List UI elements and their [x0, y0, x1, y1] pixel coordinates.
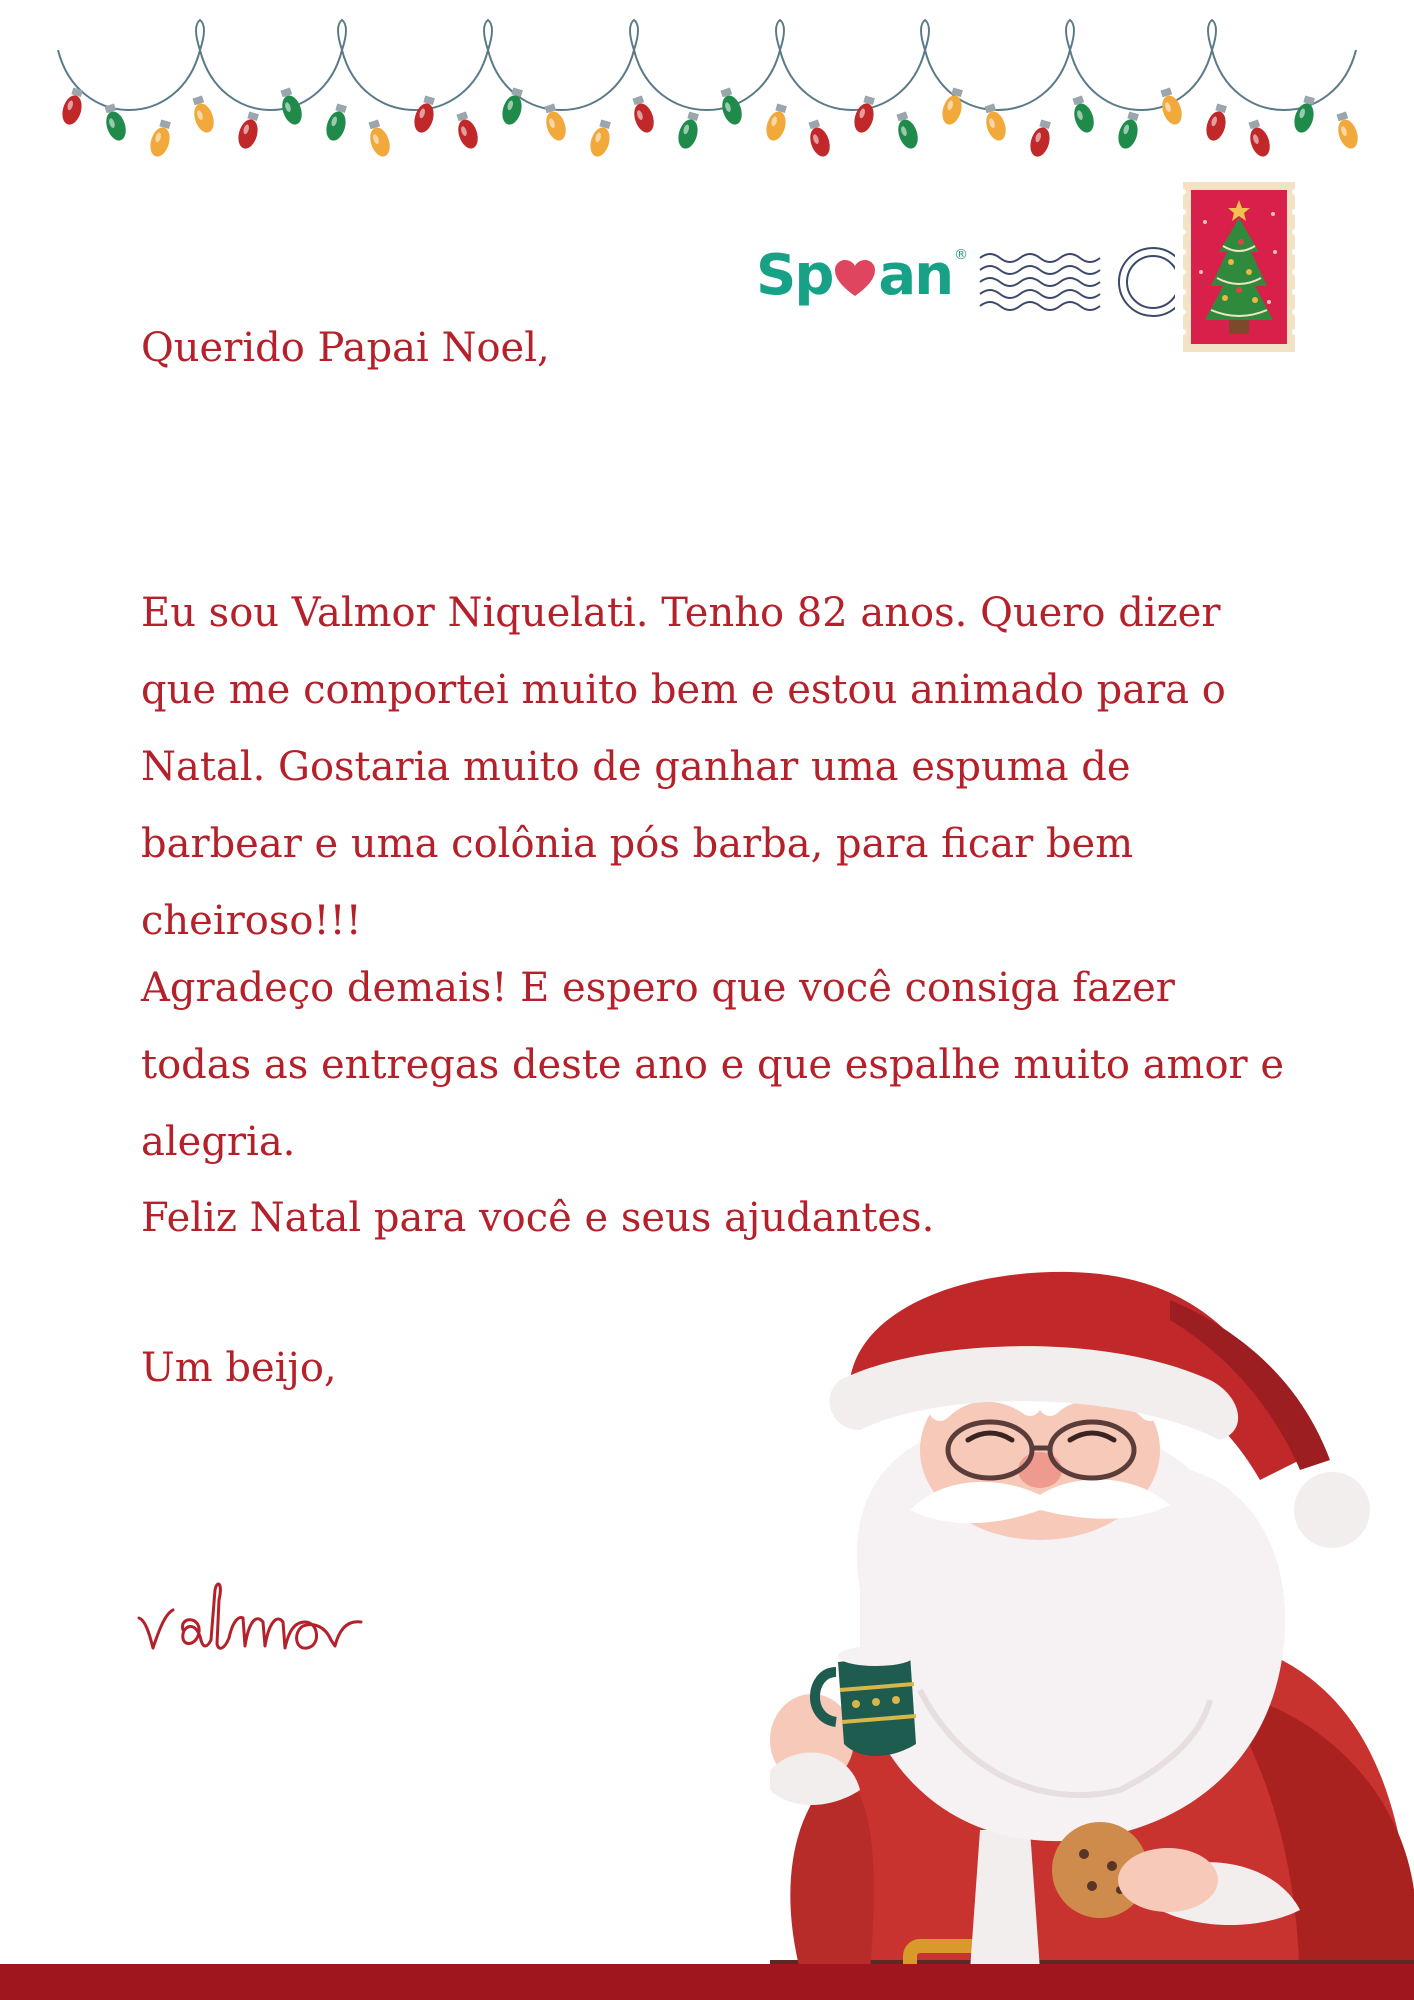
light-bulb: [147, 118, 175, 159]
christmas-lights-icon: [0, 0, 1414, 190]
bottom-bar: [0, 1964, 1414, 2000]
light-bulb: [1203, 102, 1231, 143]
light-bulb: [805, 118, 834, 159]
light-bulb: [235, 110, 263, 151]
light-bulb: [189, 94, 218, 135]
postmark-icon: [975, 240, 1175, 330]
brand-logo: [756, 243, 967, 308]
light-bulb: [939, 86, 967, 127]
light-bulb: [893, 110, 922, 151]
light-bulb: [1027, 118, 1055, 159]
brand-name-part1: Sp: [756, 243, 833, 308]
light-bulb: [365, 118, 394, 159]
light-bulb: [1115, 110, 1143, 151]
light-bulb: [587, 118, 615, 159]
signature: [135, 1560, 405, 1670]
light-bulb: [851, 94, 879, 135]
light-bulb: [763, 102, 791, 143]
light-bulb: [675, 110, 703, 151]
light-bulb: [1245, 118, 1274, 159]
greeting: Querido Papai Noel,: [141, 325, 550, 371]
light-bulb: [323, 102, 351, 143]
light-bulb: [629, 94, 658, 135]
light-bulb: [277, 86, 306, 127]
light-bulb: [499, 86, 527, 127]
light-bulb: [717, 86, 746, 127]
heart-icon: [833, 258, 877, 298]
light-bulb: [453, 110, 482, 151]
light-bulb: [101, 102, 130, 143]
letter-paragraph: Eu sou Valmor Niquelati. Tenho 82 anos. Quero dizer que me comportei muito bem e estou animado para o Natal. Gostaria muito de ganhar uma espuma de barbear e uma colônia pós barba, para ficar bem cheiroso!!!: [141, 590, 1226, 944]
letter-paragraph: Feliz Natal para você e seus ajudantes.: [141, 1195, 935, 1241]
brand-name-part2: an: [878, 243, 953, 308]
letter-paragraph: Agradeço demais! E espero que você consiga fazer todas as entregas deste ano e que espalhe muito amor e alegria.: [141, 965, 1285, 1165]
christmas-tree-stamp-icon: [1183, 182, 1295, 352]
light-bulb: [1291, 94, 1319, 135]
light-bulb: [1069, 94, 1098, 135]
santa-claus-icon: [740, 1270, 1414, 2000]
closing: Um beijo,: [141, 1345, 337, 1391]
light-bulb: [411, 94, 439, 135]
registered-mark: ®: [954, 247, 967, 263]
light-bulb: [1333, 110, 1362, 151]
